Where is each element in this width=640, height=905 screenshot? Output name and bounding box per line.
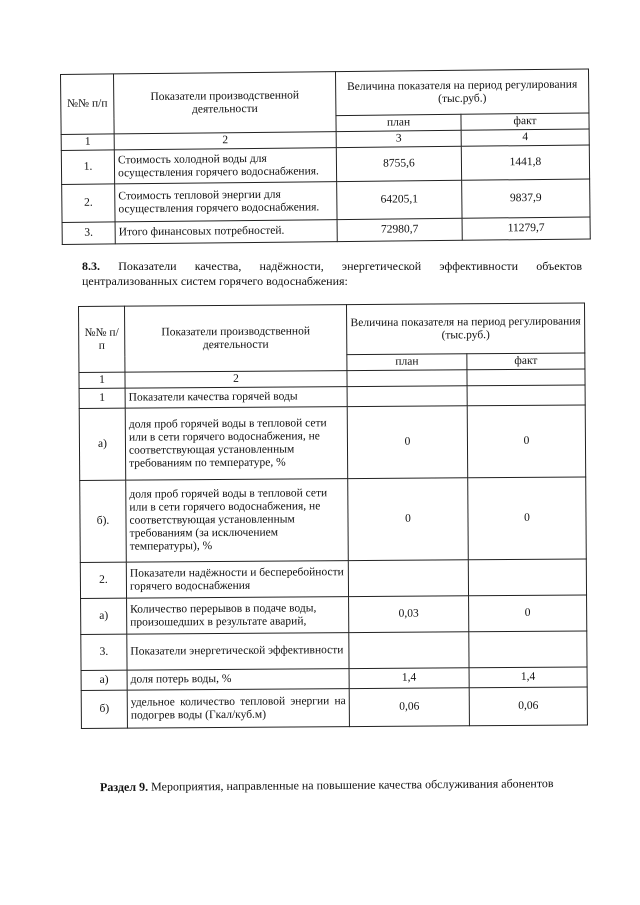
row-name: Показатели качества горячей воды xyxy=(125,387,347,409)
financial-needs-table xyxy=(60,68,591,245)
row-fact: 0 xyxy=(467,405,585,478)
section-label: Раздел 9. xyxy=(99,779,149,795)
table-row xyxy=(81,631,587,671)
row-plan: 0,03 xyxy=(349,596,469,633)
row-num: б). xyxy=(80,480,127,562)
row-plan: 0 xyxy=(347,406,467,479)
header-plan: план xyxy=(336,114,461,131)
row-plan xyxy=(347,386,467,407)
row-num: а) xyxy=(81,598,127,634)
col-number: 3 xyxy=(336,130,461,147)
table-row xyxy=(62,179,590,223)
header-num: №№ п/п xyxy=(79,306,125,372)
row-fact: 0,06 xyxy=(469,687,587,726)
table-row xyxy=(80,559,586,599)
col-number: 2 xyxy=(125,371,347,389)
row-plan: 0,06 xyxy=(349,688,469,727)
row-plan xyxy=(348,560,468,597)
section-8-3-heading xyxy=(82,259,582,289)
row-name: Показатели энергетической эффективности xyxy=(127,633,349,671)
row-name: Итого финансовых потребностей. xyxy=(115,220,337,244)
row-name: Стоимость тепловой энергии для осуществления горячего водоснабжения. xyxy=(115,182,337,222)
header-indicators: Показатели производственной деятельности xyxy=(114,72,337,134)
quality-indicators-table xyxy=(78,302,588,729)
table-row xyxy=(81,687,587,729)
row-name: Показатели надёжности и бесперебойности горячего водоснабжения xyxy=(126,561,348,599)
col-number xyxy=(467,369,585,386)
row-name: доля потерь воды, % xyxy=(127,669,349,691)
row-fact: 0 xyxy=(469,595,587,632)
row-plan xyxy=(349,632,469,669)
header-indicators: Показатели производственной деятельности xyxy=(125,305,347,373)
row-fact: 1441,8 xyxy=(461,145,589,180)
row-plan: 8755,6 xyxy=(336,146,461,181)
section-text: Показатели качества, надёжности, энергетической эффективности объектов централизованных систем горячего водоснабжения: xyxy=(82,259,582,288)
row-name: Стоимость холодной воды для осуществления горячего водоснабжения. xyxy=(114,148,336,184)
row-name: Количество перерывов в подаче воды, произошедших в результате аварий, xyxy=(127,597,349,635)
row-fact xyxy=(467,385,585,406)
row-num: 2. xyxy=(80,562,126,598)
header-fact: факт xyxy=(467,353,585,370)
row-fact: 1,4 xyxy=(469,667,587,688)
row-num: а) xyxy=(81,670,127,690)
header-period: Величина показателя на период регулирования (тыс.руб.) xyxy=(346,303,584,355)
row-plan: 0 xyxy=(348,478,469,561)
row-name: удельное количество тепловой энергии на подогрев воды (Гкал/куб.м) xyxy=(127,689,349,729)
row-num: 2. xyxy=(62,184,115,223)
row-fact: 9837,9 xyxy=(462,179,590,218)
table-row xyxy=(80,477,587,563)
col-number: 1 xyxy=(61,134,114,151)
header-fact: факт xyxy=(461,113,589,130)
col-number: 1 xyxy=(79,372,125,388)
section-9-heading xyxy=(100,776,580,795)
row-num: 1 xyxy=(79,388,125,408)
row-fact xyxy=(468,559,586,596)
row-plan: 64205,1 xyxy=(337,180,462,219)
row-fact: 0 xyxy=(468,477,587,560)
section-text: Мероприятия, направленные на повышение качества обслуживания абонентов xyxy=(151,776,554,794)
row-num: а) xyxy=(79,408,126,480)
row-num: 3. xyxy=(81,634,127,670)
row-num: 3. xyxy=(62,222,115,245)
header-period: Величина показателя на период регулирования (тыс.руб.) xyxy=(335,69,588,116)
col-number: 2 xyxy=(114,132,336,150)
row-plan: 72980,7 xyxy=(337,218,462,241)
col-number: 4 xyxy=(461,129,589,146)
row-fact xyxy=(469,631,587,668)
table-row xyxy=(79,405,585,481)
row-num: б) xyxy=(81,690,127,728)
table-row xyxy=(61,145,589,185)
table-row xyxy=(81,595,587,635)
row-num: 1. xyxy=(61,150,114,185)
header-num: №№ п/п xyxy=(61,74,115,135)
header-plan: план xyxy=(347,354,467,371)
row-plan: 1,4 xyxy=(349,668,469,689)
col-number xyxy=(347,370,467,387)
table-row xyxy=(62,217,590,245)
row-name: доля проб горячей воды в тепловой сети или в сети горячего водоснабжения, не соответствующая установленным требованиям по температуре, % xyxy=(125,407,347,481)
row-fact: 11279,7 xyxy=(462,217,590,240)
row-name: доля проб горячей воды в тепловой сети или в сети горячего водоснабжения, не соответствующая установленным требованиям (за исключением температуры), % xyxy=(126,479,349,563)
section-number: 8.3. xyxy=(82,259,100,273)
